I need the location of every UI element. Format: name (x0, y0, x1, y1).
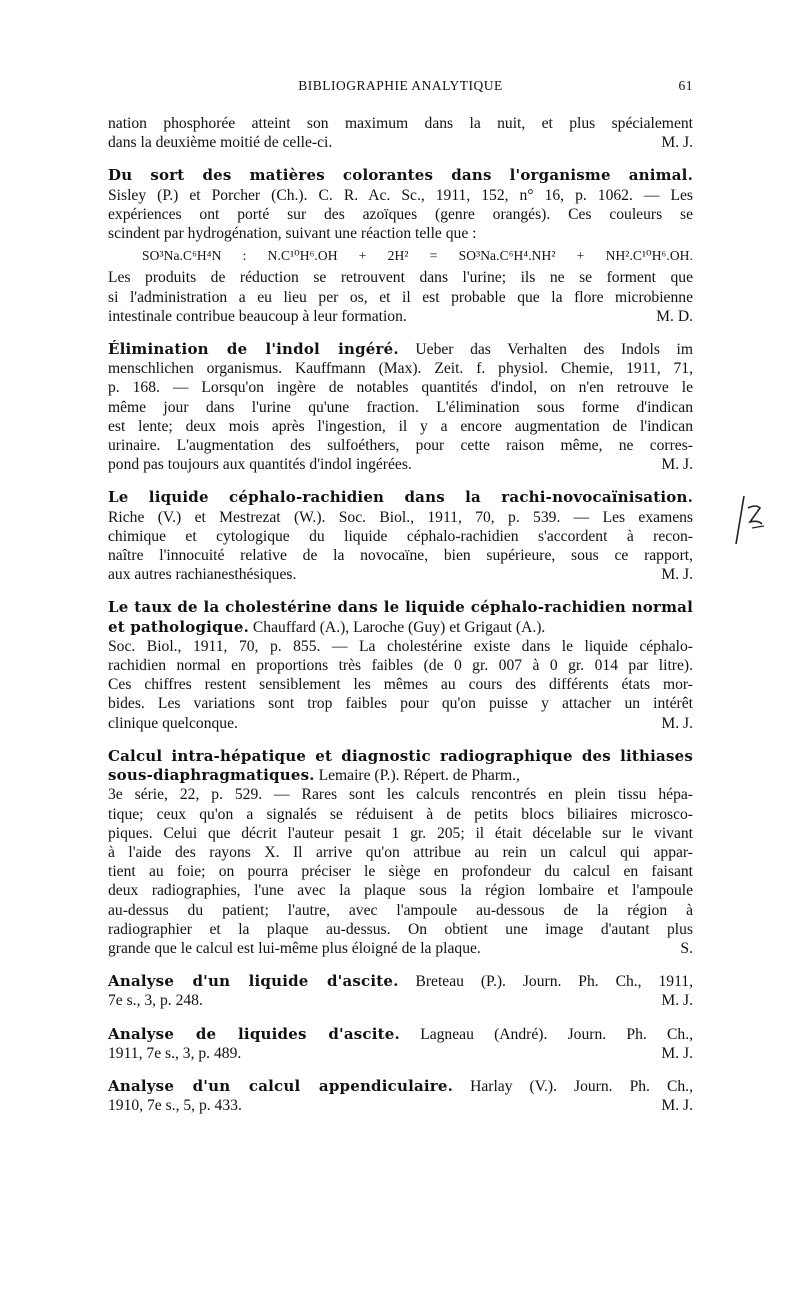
text-line: Analyse de liquides d'ascite. Lagneau (André). Journ. Ph. Ch., (108, 1024, 693, 1043)
text-line: p. 168. — Lorsqu'on ingère de notables quantités d'indol, on n'en retrouve le (108, 379, 693, 397)
text-line: aux autres rachianesthésiques. M. J. (108, 566, 693, 584)
text-line: 1911, 7e s., 3, p. 489. M. J. (108, 1044, 693, 1062)
entry-title: Analyse de liquides d'ascite. (108, 1024, 400, 1043)
text-line: est lente; deux mois après l'ingestion, il y a encore augmentation de l'indican (108, 417, 693, 435)
text-line: rachidien normal en proportions très faibles (de 0 gr. 007 à 0 gr. 014 par litre). (108, 657, 693, 675)
bibliography-entry (108, 1077, 693, 1115)
entry-title: Calcul intra-hépatique et diagnostic radiographique des lithiases sous-diaphragmatiques. (108, 746, 693, 785)
header-title: BIBLIOGRAPHIE ANALYTIQUE (298, 78, 503, 93)
text-line: grande que le calcul est lui-même plus éloigné de la plaque. S. (108, 939, 693, 957)
signature: M. D. (656, 307, 693, 325)
signature: M. J. (661, 1044, 693, 1062)
page-content (108, 78, 693, 1115)
text-line: menschlichen organismus. Kauffmann (Max). Zeit. f. physiol. Chemie, 1911, 71, (108, 360, 693, 378)
entry-title: Analyse d'un calcul appendiculaire. (108, 1076, 454, 1095)
text-line: intestinale contribue beaucoup à leur formation. M. D. (108, 307, 693, 325)
entry-title-line: Calcul intra-hépatique et diagnostic radiographique des lithiases sous-diaphragmatiques. Lemaire (P.). Répert. de Pharm., (108, 746, 693, 785)
signature: M. J. (661, 1097, 693, 1115)
text-line: si l'administration a eu lieu per os, et il est probable que la flore microbienne (108, 288, 693, 306)
signature: M. J. (661, 456, 693, 474)
text-line: tique; ceux qu'on a signalés se réduisent à de petits blocs biliaires microsco- (108, 805, 693, 823)
text-line: au-dessus du patient; l'autre, avec l'ampoule au-dessous de la région à (108, 901, 693, 919)
bibliography-entry (108, 598, 693, 732)
text-line: 3e série, 22, p. 529. — Rares sont les calculs rencontrés en plein tissu hépa- (108, 786, 693, 804)
bibliography-entry (108, 340, 693, 474)
text-line: Analyse d'un calcul appendiculaire. Harlay (V.). Journ. Ph. Ch., (108, 1076, 693, 1095)
bibliography-entry (108, 1025, 693, 1063)
entry-title: Analyse d'un liquide d'ascite. (108, 972, 399, 991)
entry-title: Du sort des matières colorantes dans l'organisme animal. (108, 166, 693, 185)
signature: S. (680, 939, 693, 957)
text-line: Soc. Biol., 1911, 70, p. 855. — La cholestérine existe dans le liquide céphalo- (108, 637, 693, 655)
text-line: 7e s., 3, p. 248. M. J. (108, 992, 693, 1010)
text-line: piques. Celui que décrit l'auteur pesait 1 gr. 205; il était décelable sur le vivant (108, 824, 693, 842)
text-line: tient au foie; on pourra préciser le siège en profondeur du calcul en faisant (108, 863, 693, 881)
entry-title: Le taux de la cholestérine dans le liquide céphalo-rachidien normal et pathologique. (108, 598, 693, 636)
text-line: Sisley (P.) et Porcher (Ch.). C. R. Ac. Sc., 1911, 152, n° 16, p. 1062. — Les (108, 186, 693, 204)
chemical-formula: SO³Na.C⁶H⁴N : N.C¹⁰H⁶.OH + 2H² = SO³Na.C⁶H⁴.NH² + NH².C¹⁰H⁶.OH. (142, 248, 693, 264)
text-line: Élimination de l'indol ingéré. Ueber das Verhalten des Indols im (108, 340, 693, 359)
signature: M. J. (661, 714, 693, 732)
handwritten-margin-mark-icon (730, 492, 770, 548)
running-header (108, 78, 693, 98)
text-line: naître l'innocuité relative de la novocaïne, bien supérieure, sous ce rapport, (108, 547, 693, 565)
text-line: bides. Les variations sont trop faibles pour qu'on puisse y attacher un intérêt (108, 695, 693, 713)
entry-title: Élimination de l'indol ingéré. (108, 340, 399, 359)
text-line: Analyse d'un liquide d'ascite. Breteau (P.). Journ. Ph. Ch., 1911, (108, 972, 693, 991)
bibliography-entry (108, 972, 693, 1010)
intro-paragraph (108, 114, 693, 152)
page-number: 61 (678, 78, 693, 93)
bibliography-entry (108, 488, 693, 584)
text-line: Ces chiffres restent sensiblement les mêmes au cours des différents états mor- (108, 676, 693, 694)
entry-title-line: Le taux de la cholestérine dans le liquide céphalo-rachidien normal et pathologique. Chauffard (A.), Laroche (Guy) et Grigaut (A.). (108, 598, 693, 636)
signature: M. J. (661, 992, 693, 1010)
signature: M. J. (661, 566, 693, 584)
bibliography-entry (108, 166, 693, 326)
text-line: radiographier et la plaque au-dessus. On obtient une image d'autant plus (108, 920, 693, 938)
text-line: à l'aide des rayons X. Il arrive qu'on attribue au rein un calcul qui appar- (108, 843, 693, 861)
text-line: deux radiographies, l'une avec la plaque sous la région lombaire et l'ampoule (108, 882, 693, 900)
bibliography-entry (108, 747, 693, 958)
text-line: 1910, 7e s., 5, p. 433. M. J. (108, 1097, 693, 1115)
entry-title-line (108, 488, 693, 507)
text-line: expériences ont porté sur des azoïques (genre orangés). Ces couleurs se (108, 205, 693, 223)
text-line: nation phosphorée atteint son maximum dans la nuit, et plus spécialement (108, 115, 693, 132)
text-line: dans la deuxième moitié de celle-ci. M. J. (108, 134, 693, 152)
text-line: scindent par hydrogénation, suivant une réaction telle que : (108, 225, 477, 243)
text-line: même jour dans l'urine qu'une fraction. L'élimination sous forme d'indican (108, 398, 693, 416)
text-line: urinaire. L'augmentation des sulfoéthers, pour cette raison même, ne corres- (108, 437, 693, 455)
entry-title-line (108, 166, 693, 185)
entry-title: Le liquide céphalo-rachidien dans la rachi-novocaïnisation. (108, 488, 693, 507)
text-line: pond pas toujours aux quantités d'indol ingérées. M. J. (108, 456, 693, 474)
text-line: Les produits de réduction se retrouvent dans l'urine; ils ne se forment que (108, 269, 693, 287)
text-line: chimique et cytologique du liquide céphalo-rachidien s'accordent à recon- (108, 527, 693, 545)
signature: M. J. (661, 134, 693, 152)
text-line: clinique quelconque. M. J. (108, 714, 693, 732)
text-line: Riche (V.) et Mestrezat (W.). Soc. Biol., 1911, 70, p. 539. — Les examens (108, 508, 693, 526)
